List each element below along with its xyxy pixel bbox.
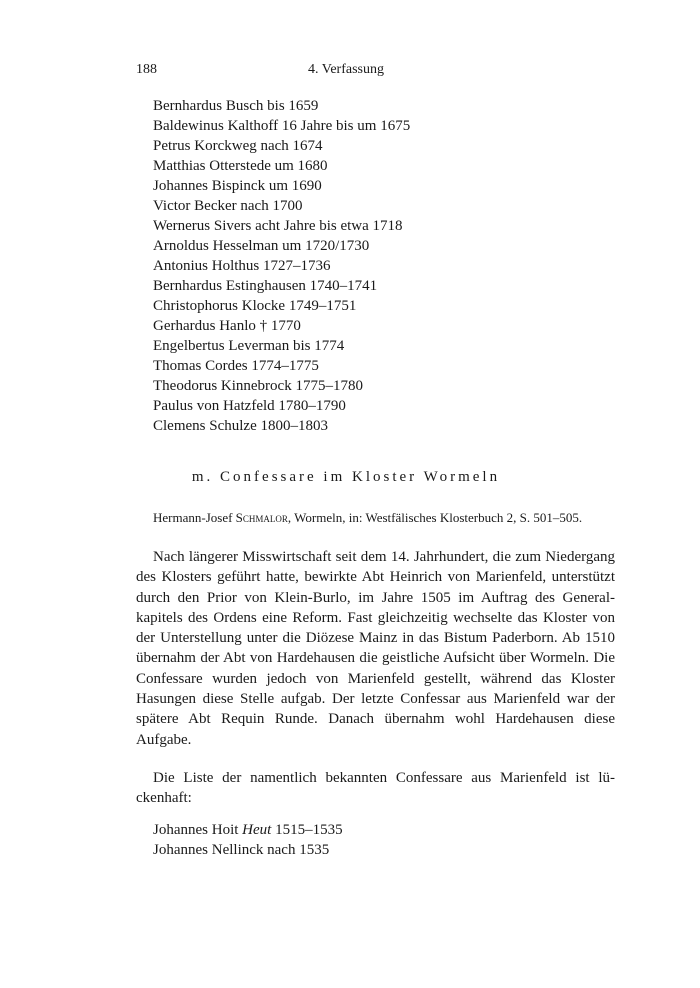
confessor-name: Johannes Nellinck nach 1535 bbox=[153, 842, 330, 858]
list-item: Clemens Schulze 1800–1803 bbox=[153, 418, 328, 434]
list-item: Victor Becker nach 1700 bbox=[153, 198, 303, 214]
list-item: Bernhardus Busch bis 1659 bbox=[153, 98, 319, 114]
confessor-alias: Heut bbox=[242, 822, 272, 838]
list-item: Bernhardus Estinghausen 1740–1741 bbox=[153, 278, 378, 294]
list-item: Theodorus Kinnebrock 1775–1780 bbox=[153, 378, 363, 394]
list-item: Gerhardus Hanlo † 1770 bbox=[153, 318, 301, 334]
body-paragraph bbox=[136, 547, 615, 750]
list-item: Paulus von Hatzfeld 1780–1790 bbox=[153, 398, 346, 414]
confessor-dates: 1515–1535 bbox=[271, 822, 343, 838]
confessor-list-bottom bbox=[153, 820, 343, 860]
running-head: 4. Verfassung bbox=[308, 62, 384, 77]
list-item bbox=[153, 840, 343, 860]
page-number: 188 bbox=[136, 62, 157, 77]
body-paragraph bbox=[136, 768, 615, 809]
paragraph-text: Die Liste der namentlich bekannten Confessare aus Marienfeld ist lückenhaft: bbox=[136, 770, 615, 807]
page-header bbox=[136, 62, 556, 82]
bibliographic-reference bbox=[153, 510, 582, 526]
confessor-list-top bbox=[153, 96, 410, 436]
reference-prefix: Hermann-Josef bbox=[153, 510, 236, 525]
list-item: Petrus Korckweg nach 1674 bbox=[153, 138, 323, 154]
list-item: Wernerus Sivers acht Jahre bis etwa 1718 bbox=[153, 218, 403, 234]
list-item: Engelbertus Leverman bis 1774 bbox=[153, 338, 345, 354]
confessor-name: Johannes Hoit bbox=[153, 822, 243, 838]
list-item: Matthias Otterstede um 1680 bbox=[153, 158, 328, 174]
list-item: Arnoldus Hesselman um 1720/1730 bbox=[153, 238, 370, 254]
reference-author: Schmalor bbox=[235, 510, 288, 525]
list-item: Thomas Cordes 1774–1775 bbox=[153, 358, 319, 374]
section-heading: m. Confessare im Kloster Wormeln bbox=[191, 469, 501, 485]
list-item: Christophorus Klocke 1749–1751 bbox=[153, 298, 357, 314]
list-item: Johannes Bispinck um 1690 bbox=[153, 178, 322, 194]
list-item bbox=[153, 820, 343, 840]
list-item: Baldewinus Kalthoff 16 Jahre bis um 1675 bbox=[153, 118, 411, 134]
reference-source: , Wormeln, in: Westfälisches Klosterbuch 2, S. 501–505. bbox=[287, 510, 583, 525]
list-item: Antonius Holthus 1727–1736 bbox=[153, 258, 331, 274]
paragraph-text: Nach längerer Misswirtschaft seit dem 14. Jahrhundert, die zum Niedergang des Klosters geführt hatte, bewirkte Abt Heinrich von Marienfeld, unterstützt durch den Prior von Klein-Burlo, im Jahre 1505 im Auftrag des Generalkapitels des Ordens eine Reform. Fast gleichzeitig wechselte das Kloster von der Unterstellung unter die Diözese Mainz in das Bistum Paderborn. Ab 1510 übernahm der Abt von Hardehausen die geistliche Aufsicht über Wormeln. Die Confessare wurden jedoch von Marienfeld gestellt, während das Kloster Hasungen diese Stelle aufgab. Der letzte Confessar aus Marienfeld war der spätere Abt Requin Runde. Danach übernahm wohl Hardehausen diese Aufgabe. bbox=[136, 549, 615, 748]
